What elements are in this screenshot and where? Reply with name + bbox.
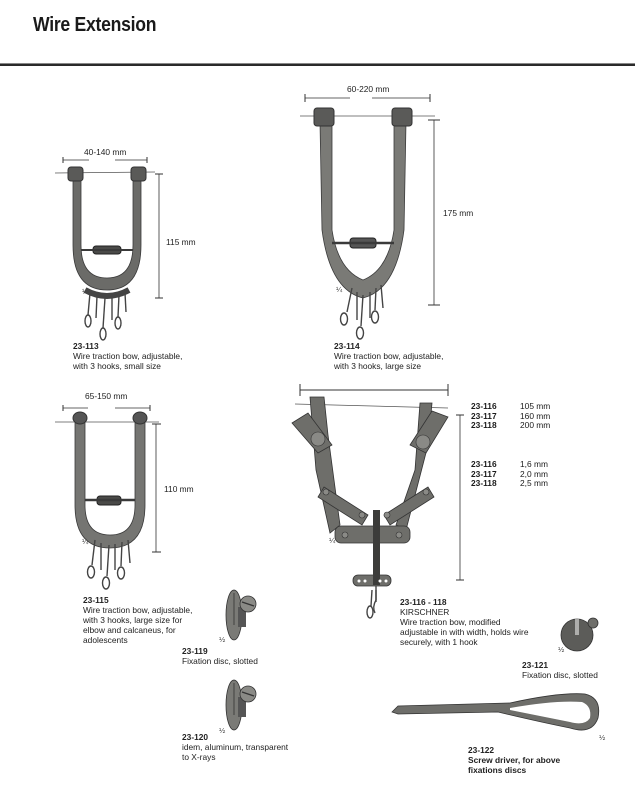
product-code: 23-115 xyxy=(83,595,109,605)
spec-row: 23-118 2,5 mm xyxy=(471,478,548,488)
width-dimension: 60-220 mm xyxy=(347,84,390,94)
round-disc-illustration xyxy=(560,615,605,655)
spec-row: 23-116 1,6 mm xyxy=(471,459,548,469)
product-caption-23-120: 23-120 idem, aluminum, transparent to X-rays xyxy=(182,732,289,762)
product-caption-23-122: 23-122 Screw driver, for above fixations discs xyxy=(468,745,561,775)
header-divider xyxy=(0,63,635,66)
product-code: 23-119 xyxy=(182,646,208,656)
page-title: Wire Extension xyxy=(33,14,157,36)
spec-row: 23-117 2,0 mm xyxy=(471,468,548,479)
product-caption-23-114: 23-114 Wire traction bow, adjustable, with 3 hooks, large size xyxy=(334,341,444,371)
scale-label: ½ xyxy=(558,645,565,654)
scale-label: ¼ xyxy=(82,537,89,546)
screwdriver-illustration xyxy=(390,690,605,740)
bow-large-illustration xyxy=(300,90,460,340)
product-code: 23-120 xyxy=(182,732,209,742)
bow-small-illustration xyxy=(55,150,175,350)
product-code: 23-113 xyxy=(73,341,99,351)
spec-row: 23-117 160 mm xyxy=(471,410,551,421)
product-caption-23-119: 23-119 Fixation disc, slotted xyxy=(182,646,258,666)
height-dimension: 110 mm xyxy=(164,484,194,494)
product-caption-23-115: 23-115 Wire traction bow, adjustable, with 3 hooks, large size for elbow and calcaneus, for adolescents xyxy=(83,595,193,645)
product-caption-23-116-118: 23-116 - 118 KIRSCHNER Wire traction bow, modified adjustable in with width, holds wire securely, with 1 hook xyxy=(400,597,529,647)
fixation-disc-illustration xyxy=(220,585,270,645)
spec-row: 23-116 105 mm xyxy=(471,401,551,411)
product-code: 23-114 xyxy=(334,341,360,351)
bow-elbow-illustration xyxy=(55,400,175,600)
scale-label: ½ xyxy=(599,733,606,742)
width-dimension: 65-150 mm xyxy=(85,391,128,401)
scale-label: ½ xyxy=(219,726,226,735)
product-code: 23-122 xyxy=(468,745,495,755)
height-dimension: 115 mm xyxy=(166,237,196,247)
kirschner-size-table xyxy=(471,402,550,431)
aluminum-disc-illustration xyxy=(220,675,270,735)
kirschner-bow-illustration xyxy=(260,375,470,615)
product-caption-23-121: 23-121 Fixation disc, slotted xyxy=(522,660,598,680)
product-code: 23-121 xyxy=(522,660,549,670)
product-code: 23-116 - 118 xyxy=(400,597,447,607)
product-caption-23-113: 23-113 Wire traction bow, adjustable, with 3 hooks, small size xyxy=(73,341,183,371)
kirschner-wire-table xyxy=(471,460,548,489)
scale-label: ¼ xyxy=(336,285,343,294)
spec-row: 23-118 200 mm xyxy=(471,420,551,430)
kirschner-hook xyxy=(362,590,382,620)
width-dimension: 40-140 mm xyxy=(84,147,127,157)
scale-label: ½ xyxy=(219,635,226,644)
scale-label: ¼ xyxy=(82,287,89,296)
height-dimension: 175 mm xyxy=(443,208,474,218)
scale-label: ¼ xyxy=(329,536,336,545)
